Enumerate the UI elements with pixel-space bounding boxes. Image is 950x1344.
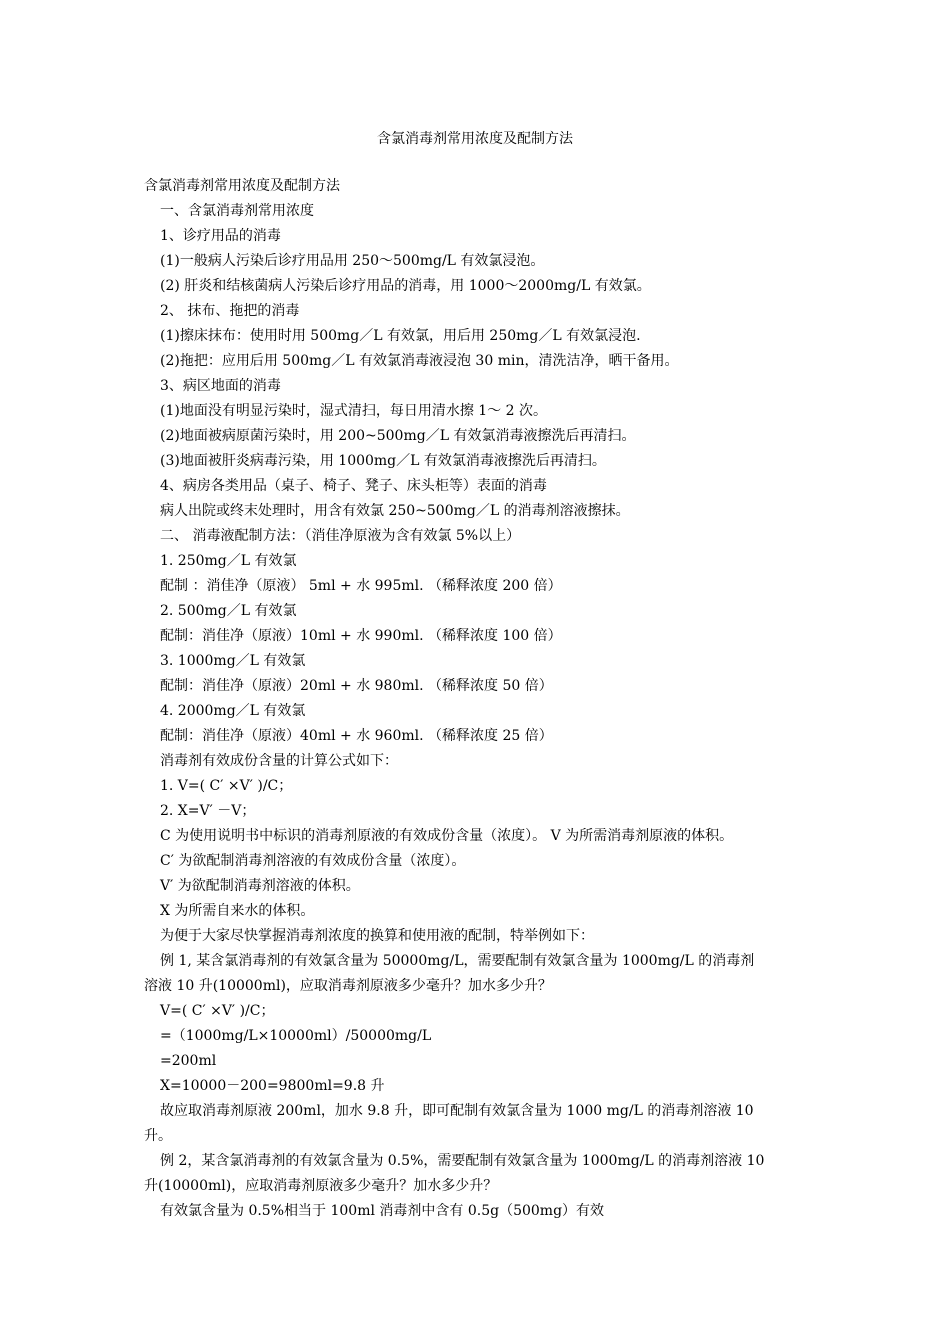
body-line: (2)地面被病原菌污染时，用 200~500mg／L 有效氯消毒液擦洗后再清扫。: [160, 428, 636, 444]
body-line: (2)拖把：应用后用 500mg／L 有效氯消毒液浸泡 30 min，清洗洁净，晒干备用。: [160, 353, 679, 369]
body-line: 有效氯含量为 0.5%相当于 100ml 消毒剂中含有 0.5g（500mg）有效: [160, 1203, 605, 1219]
body-line: 故应取消毒剂原液 200ml，加水 9.8 升，即可配制有效氯含量为 1000 mg/L 的消毒剂溶液 10: [160, 1103, 754, 1119]
document-title: 含氯消毒剂常用浓度及配制方法: [377, 131, 573, 147]
body-line: 1、诊疗用品的消毒: [160, 228, 281, 244]
body-line: 3. 1000mg／L 有效氯: [160, 653, 306, 669]
body-line: 2、 抹布、拖把的消毒: [160, 303, 300, 319]
body-line: C′ 为欲配制消毒剂溶液的有效成份含量（浓度）。: [160, 853, 466, 869]
body-line: =（1000mg/L×10000ml）/50000mg/L: [160, 1028, 432, 1044]
body-line: 4、病房各类用品（桌子、椅子、凳子、床头柜等）表面的消毒: [160, 478, 547, 494]
body-line: 1. V=( C′ ×V′ )/C；: [160, 778, 293, 794]
body-line: V=( C′ ×V′ )/C；: [160, 1003, 275, 1019]
body-line: 配制：消佳净（原液）10ml + 水 990ml. （稀释浓度 100 倍）: [160, 628, 562, 644]
body-line: 2. 500mg／L 有效氯: [160, 603, 297, 619]
body-line: (2) 肝炎和结核菌病人污染后诊疗用品的消毒，用 1000～2000mg/L 有效氯。: [160, 278, 651, 294]
body-line: 溶液 10 升(10000ml)，应取消毒剂原液多少毫升？加水多少升？: [144, 978, 552, 994]
body-line: 消毒剂有效成份含量的计算公式如下：: [160, 753, 398, 769]
body-line: 2. X=V′ －V；: [160, 803, 256, 819]
body-line: 升(10000ml)，应取消毒剂原液多少毫升？加水多少升？: [144, 1178, 498, 1194]
body-line: X 为所需自来水的体积。: [160, 903, 315, 919]
body-line: (3)地面被肝炎病毒污染，用 1000mg／L 有效氯消毒液擦洗后再清扫。: [160, 453, 606, 469]
body-line: 例 1, 某含氯消毒剂的有效氯含量为 50000mg/L，需要配制有效氯含量为 1000mg/L 的消毒剂: [160, 953, 755, 969]
body-line: 4. 2000mg／L 有效氯: [160, 703, 306, 719]
body-line: 一、含氯消毒剂常用浓度: [160, 203, 314, 219]
body-line: V′ 为欲配制消毒剂溶液的体积。: [160, 878, 360, 894]
body-line: X=10000－200=9800ml=9.8 升: [160, 1078, 385, 1094]
body-line: 配制：消佳净（原液）40ml + 水 960ml. （稀释浓度 25 倍）: [160, 728, 553, 744]
body-line: 为便于大家尽快掌握消毒剂浓度的换算和使用液的配制，特举例如下：: [160, 928, 594, 944]
body-line: 二、 消毒液配制方法：（消佳净原液为含有效氯 5%以上）: [160, 528, 521, 544]
body-line: 配制 ：消佳净（原液） 5ml + 水 995ml. （稀释浓度 200 倍）: [160, 578, 562, 594]
body-line: C 为使用说明书中标识的消毒剂原液的有效成份含量（浓度）。 V 为所需消毒剂原液的体积。: [160, 828, 734, 844]
body-line: =200ml: [160, 1053, 217, 1069]
body-line: 含氯消毒剂常用浓度及配制方法: [144, 178, 340, 194]
body-line: 1. 250mg／L 有效氯: [160, 553, 297, 569]
body-line: 例 2，某含氯消毒剂的有效氯含量为 0.5%，需要配制有效氯含量为 1000mg/L 的消毒剂溶液 10: [160, 1153, 765, 1169]
body-line: 配制：消佳净（原液）20ml + 水 980ml. （稀释浓度 50 倍）: [160, 678, 553, 694]
body-line: (1)一般病人污染后诊疗用品用 250～500mg/L 有效氯浸泡。: [160, 253, 545, 269]
body-line: 升。: [144, 1128, 172, 1144]
body-line: 病人出院或终末处理时，用含有效氯 250~500mg／L 的消毒剂溶液擦抹。: [160, 503, 630, 519]
body-line: 3、病区地面的消毒: [160, 378, 281, 394]
body-line: (1)地面没有明显污染时，湿式清扫，每日用清水擦 1～ 2 次。: [160, 403, 547, 419]
body-line: (1)擦床抹布：使用时用 500mg／L 有效氯，用后用 250mg／L 有效氯浸泡.: [160, 328, 641, 344]
